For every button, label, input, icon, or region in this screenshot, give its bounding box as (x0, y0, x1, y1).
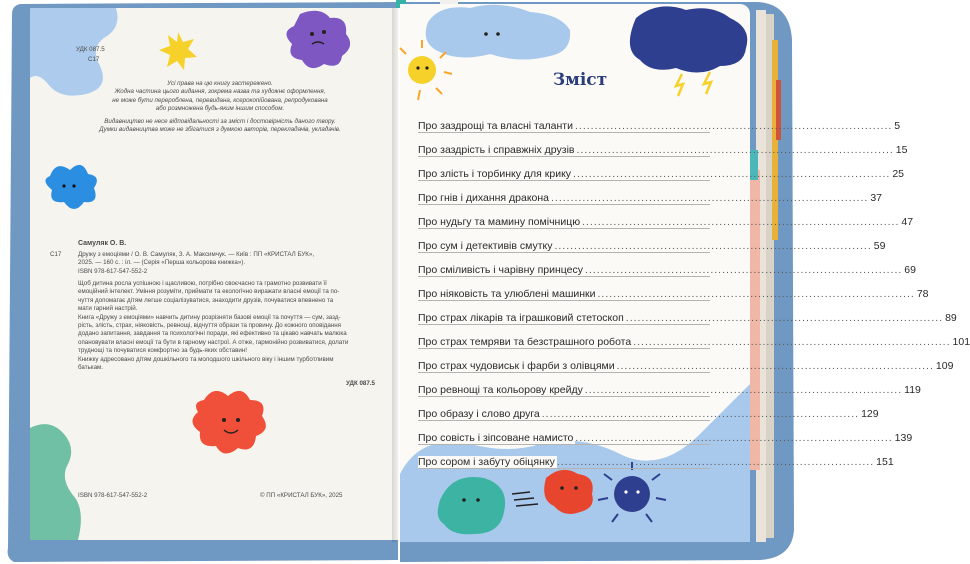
toc-entry-title: Про нудьгу та мамину помічницю (418, 216, 581, 228)
toc-entry-page: 25 (892, 168, 905, 180)
toc-entry-title: Про страх темряви та безстрашного робота (418, 336, 632, 348)
catalog-line: 2025. — 160 с. : іл. — (Серія «Перша кольорова книжка»). (78, 259, 246, 267)
description-line: рість, злість, страх, ніяковість, ревнощі, відчуття образи та провину. До кожного оповідання (78, 322, 341, 330)
toc-entry-page: 151 (876, 456, 894, 468)
toc-dot-leader: ................................................................................. (625, 312, 944, 324)
toc-row[interactable] (418, 182, 882, 205)
toc-entry-page: 37 (870, 192, 882, 204)
toc-dot-leader: ................................................................................. (554, 240, 872, 252)
toc-dot-leader: ................................................................................. (582, 216, 900, 228)
footer-publisher: © ПП «КРИСТАЛ БУК», 2025 (260, 492, 343, 499)
description-line: Щоб дитина росла успішною і щасливою, потрібно своєчасно та грамотно розвивати її (78, 280, 327, 287)
toc-entry-title: Про ніяковість та улюблені машинки (418, 288, 596, 300)
toc-entry-title: Про гнів і дихання дракона (418, 192, 550, 204)
description-line: опановувати власні емоції та бути в гарному настрої. А отже, гармонійно розвиватися, долати (78, 338, 349, 346)
toc-dot-leader: ................................................................................. (584, 384, 903, 396)
toc-entry-title: Про ревнощі та кольорову крейду (418, 384, 583, 396)
toc-dot-leader: ................................................................................. (573, 168, 891, 180)
toc-entry-page: 78 (916, 288, 929, 300)
left-page (30, 8, 398, 540)
toc-entry-page: 5 (894, 120, 901, 132)
toc-entry-title: Про заздрість і справжніх друзів (418, 144, 575, 156)
rights-line: Усі права на цю книгу застережено. (167, 80, 273, 87)
toc-dot-leader: ................................................................................. (576, 144, 894, 156)
udk-bottom: УДК 087.5 (346, 380, 375, 387)
toc-entry-title: Про злість і торбинку для крику (418, 168, 572, 180)
toc-entry-title: Про сум і детективів смутку (418, 240, 553, 252)
rights-line: Видавництво не несе відповідальності за зміст і достовірність даного твору. (104, 117, 336, 125)
catalog-code: С17 (50, 251, 62, 258)
description-block (78, 280, 384, 372)
description-line: труднощі та почуватися комфортно за будь-яких обставин! (78, 347, 247, 355)
toc-dot-leader: ................................................................................. (585, 264, 903, 276)
toc-row[interactable] (418, 134, 908, 157)
toc-row[interactable] (418, 110, 901, 133)
toc-row[interactable] (418, 278, 929, 301)
toc-entry-page: 129 (861, 408, 879, 420)
rights-line: або розмножена будь-яким іншим способом. (155, 105, 285, 113)
toc-row[interactable] (418, 230, 886, 253)
toc-row[interactable] (418, 302, 957, 325)
catalog-line: ISBN 978-617-547-552-2 (78, 267, 148, 275)
toc-entry-title: Про заздрощі та власні таланти (418, 120, 573, 132)
rights-line: Думки видавництва може не збігатися з думкою авторів, перекладачів, укладачів. (99, 126, 341, 134)
rights-line: Жодна частина цього видання, зокрема назва та художнє оформлення, (114, 88, 326, 96)
toc-entry-title: Про страх чудовиськ і фарби з олівцями (418, 360, 615, 372)
toc-dot-leader: ................................................................................. (574, 120, 893, 132)
toc-entry-page: 101 (952, 336, 970, 348)
description-line: батькам. (78, 364, 104, 372)
toc-row[interactable] (418, 350, 954, 373)
toc-entry-title: Про образу і слово друга (418, 408, 540, 420)
description-line: мати гарний настрій. (78, 305, 138, 313)
toc-entry-title: Про сміливість і чарівну принцесу (418, 264, 583, 276)
description-line: чуття допомагає дітям легше соціалізуватися, знаходити друзів, почуватися впевнено та (78, 296, 334, 304)
toc-title: Зміст (552, 70, 608, 90)
toc-row[interactable] (418, 158, 905, 181)
toc-dot-leader: ................................................................................. (616, 360, 934, 372)
rights-line: не може бути перероблена, перевидана, ксерокопійована, репродукована (112, 96, 328, 104)
toc-entry-title: Про страх лікарів та іграшковий стетоскоп (418, 312, 624, 324)
toc-entry-title: Про совість і зіпсоване намисто (418, 432, 574, 444)
toc-entry-page: 139 (894, 432, 913, 444)
toc-row[interactable] (418, 374, 921, 397)
toc-dot-leader: ................................................................................. (541, 408, 860, 420)
description-line: Книга «Дружу з емоціями» навчить дитину розрізняти базові емоції та почуття — сум, зазд- (78, 313, 341, 321)
toc-dot-leader: ................................................................................. (556, 456, 875, 468)
toc-row[interactable] (418, 446, 894, 469)
toc-dot-leader: ................................................................................. (633, 336, 951, 348)
catalog-line: Дружу з емоціями / О. В. Самуляк, З. А. Максимчук. — Київ : ПП «КРИСТАЛ БУК», (78, 251, 315, 258)
author-heading: Самуляк О. В. (78, 240, 127, 247)
toc-entry-page: 47 (901, 216, 914, 228)
description-line: додано запитання, завдання та психологічні поради, які ефективно та цікаво навчать малюка (78, 330, 347, 338)
description-line: емоційний інтелект. Уміння розуміти, приймати та екологічно виражати власні емоції та по- (78, 288, 340, 296)
toc-row[interactable] (418, 422, 913, 445)
toc-dot-leader: ................................................................................. (551, 192, 869, 204)
rights-block (70, 80, 370, 134)
catalog-block (78, 251, 378, 276)
toc-dot-leader: ................................................................................. (597, 288, 915, 300)
toc-entry-page: 59 (873, 240, 886, 252)
toc-dot-leader: ................................................................................. (575, 432, 893, 444)
toc-entry-title: Про сором і забуту обіцянку (418, 456, 555, 468)
toc-entry-page: 109 (935, 360, 954, 372)
toc-row[interactable] (418, 206, 914, 229)
toc-entry-page: 89 (945, 312, 957, 324)
udk-code: УДК 087.5 (76, 46, 105, 53)
footer-isbn: ISBN 978-617-547-552-2 (78, 492, 148, 499)
toc-entry-page: 119 (904, 384, 921, 396)
toc-row[interactable] (418, 326, 970, 349)
c-code: С17 (88, 56, 100, 63)
toc-entry-page: 15 (895, 144, 908, 156)
toc-row[interactable] (418, 398, 879, 421)
description-line: Книжку адресовано дітям дошкільного та молодшого шкільного віку і іншим турботливим (78, 355, 334, 363)
toc-entry-page: 69 (904, 264, 916, 276)
toc-row[interactable] (418, 254, 916, 277)
